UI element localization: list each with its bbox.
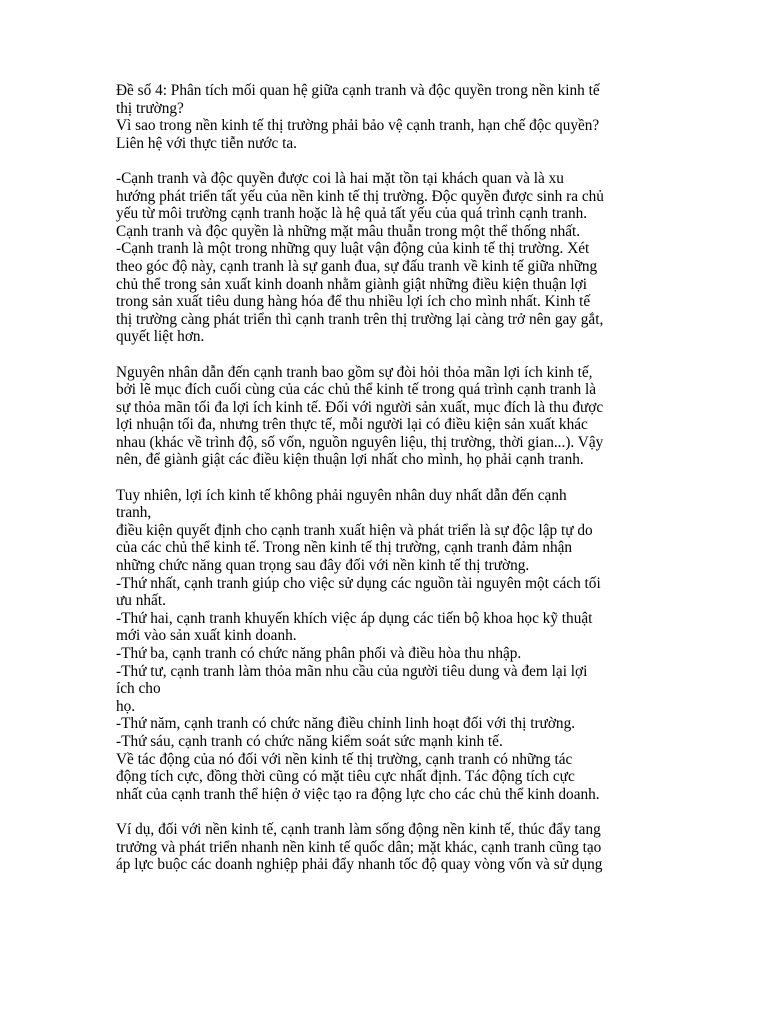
text-line: sự thỏa mãn tối đa lợi ích kinh tế. Đối với người sản xuất, mục đích là thu được: [116, 398, 604, 416]
text-line: lợi nhuận tối đa, nhưng trên thực tế, mỗi người lại có điều kiện sản xuất khác: [116, 416, 588, 434]
text-line: trưởng và phát triển nhanh nền kinh tế quốc dân; mặt khác, cạnh tranh cũng tạo: [116, 838, 602, 856]
text-line: chủ thể trong sản xuất kinh doanh nhằm giành giật những điều kiện thuận lợi: [116, 275, 587, 293]
text-line: -Thứ sáu, cạnh tranh có chức năng kiểm soát sức mạnh kinh tế.: [116, 732, 503, 750]
document-body: [116, 82, 708, 874]
text-line: Cạnh tranh và độc quyền là những mặt mâu thuẫn trong một thể thống nhất.: [116, 222, 581, 240]
text-line: yếu từ môi trường cạnh tranh hoặc là hệ quả tất yếu của quá trình cạnh tranh.: [116, 205, 588, 223]
paragraph-4: [116, 487, 708, 804]
text-line: -Cạnh tranh và độc quyền được coi là hai mặt tồn tại khách quan và là xu: [116, 169, 564, 187]
text-line: ích cho: [116, 680, 161, 698]
text-line: hướng phát triển tất yếu của nền kinh tế thị trường. Độc quyền được sinh ra chủ: [116, 187, 604, 205]
text-line: họ.: [116, 697, 136, 715]
text-line: Ví dụ, đối với nền kinh tế, cạnh tranh làm sống động nền kinh tế, thúc đẩy tang: [116, 820, 601, 838]
paragraph-2: [116, 170, 708, 346]
paragraph-3: [116, 364, 708, 470]
text-line: điều kiện quyết định cho cạnh tranh xuất hiện và phát triển là sự độc lập tự do: [116, 521, 593, 539]
text-line: Đề số 4: Phân tích mối quan hệ giữa cạnh tranh và độc quyền trong nền kinh tế: [116, 82, 600, 99]
text-line: mới vào sản xuất kinh doanh.: [116, 627, 297, 645]
text-line: Vì sao trong nền kinh tế thị trường phải bảo vệ cạnh tranh, hạn chế độc quyền?: [116, 117, 600, 135]
paragraph-gap: [116, 152, 708, 170]
text-line: bởi lẽ mục đích cuối cùng của các chủ thể kinh tế trong quá trình cạnh tranh là: [116, 381, 596, 399]
text-line: theo góc độ này, cạnh tranh là sự ganh đua, sự đấu tranh về kinh tế giữa những: [116, 257, 598, 275]
text-line: trong sản xuất tiêu dung hàng hóa để thu nhiều lợi ích cho mình nhất. Kinh tế: [116, 293, 591, 311]
paragraph-1: [116, 82, 708, 152]
text-line: -Thứ năm, cạnh tranh có chức năng điều chỉnh linh hoạt đối với thị trường.: [116, 715, 576, 733]
text-line: nên, để giành giật các điều kiện thuận lợi nhất cho mình, họ phải cạnh tranh.: [116, 451, 584, 469]
text-line: ưu nhất.: [116, 592, 166, 610]
paragraph-gap: [116, 803, 708, 821]
text-line: động tích cực, đồng thời cũng có mặt tiêu cực nhất định. Tác động tích cực: [116, 768, 575, 786]
text-line: Nguyên nhân dẫn đến cạnh tranh bao gồm sự đòi hỏi thỏa mãn lợi ích kinh tế,: [116, 363, 593, 381]
text-line: áp lực buộc các doanh nghiệp phải đẩy nhanh tốc độ quay vòng vốn và sử dụng: [116, 856, 603, 874]
text-line: -Thứ hai, cạnh tranh khuyến khích việc áp dụng các tiến bộ khoa học kỹ thuật: [116, 609, 593, 627]
text-line: -Thứ ba, cạnh tranh có chức năng phân phối và điều hòa thu nhập.: [116, 645, 522, 662]
paragraph-gap: [116, 469, 708, 487]
text-line: thị trường càng phát triển thì cạnh tranh trên thị trường lại càng trở nên gay gắt,: [116, 310, 604, 328]
text-line: -Thứ nhất, cạnh tranh giúp cho việc sử dụng các nguồn tài nguyên một cách tối: [116, 574, 601, 592]
paragraph-gap: [116, 346, 708, 364]
text-line: tranh,: [116, 504, 152, 522]
paragraph-5: [116, 821, 708, 874]
text-line: -Cạnh tranh là một trong những quy luật vận động của kinh tế thị trường. Xét: [116, 240, 590, 258]
text-line: -Thứ tư, cạnh tranh làm thỏa mãn nhu cầu của người tiêu dung và đem lại lợi: [116, 662, 588, 680]
text-line: của các chủ thể kinh tế. Trong nền kinh tế thị trường, cạnh tranh đảm nhận: [116, 539, 573, 557]
text-line: nhau (khác về trình độ, số vốn, nguồn nguyên liệu, thị trường, thời gian...). Vậy: [116, 433, 604, 451]
text-line: những chức năng quan trọng sau đây đối với nền kinh tế thị trường.: [116, 557, 530, 575]
text-line: Liên hệ với thực tiễn nước ta.: [116, 134, 298, 152]
text-line: thị trường?: [116, 99, 184, 117]
text-line: quyết liệt hơn.: [116, 328, 205, 346]
text-line: nhất của cạnh tranh thể hiện ở việc tạo ra động lực cho các chủ thể kinh doanh.: [116, 785, 600, 803]
text-line: Tuy nhiên, lợi ích kinh tế không phải nguyên nhân duy nhất dẫn đến cạnh: [116, 486, 567, 504]
text-line: Về tác động của nó đối với nền kinh tế thị trường, cạnh tranh có những tác: [116, 750, 573, 768]
